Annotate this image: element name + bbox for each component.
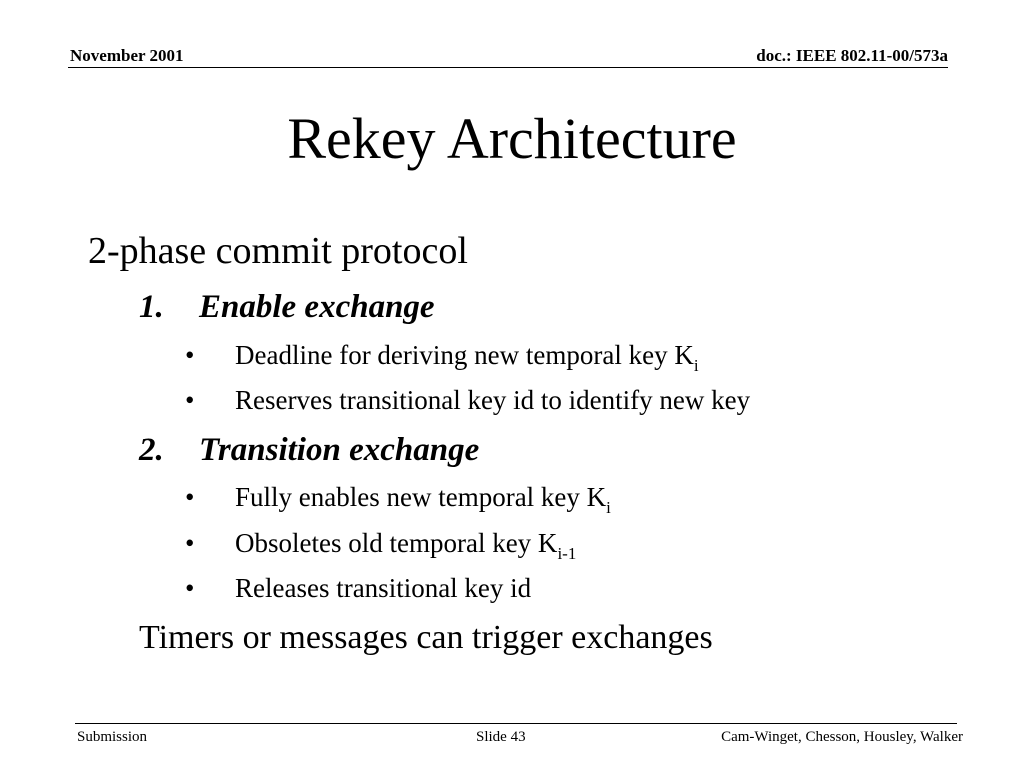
subscript: i <box>606 498 611 517</box>
bullet-item <box>185 572 985 604</box>
header-divider <box>68 67 948 68</box>
footer-authors: Cam-Winget, Chesson, Housley, Walker <box>721 729 963 745</box>
section-heading: Transition exchange <box>199 432 480 468</box>
bullet-symbol: • <box>185 573 195 603</box>
bullet-symbol: • <box>185 528 195 558</box>
bullet-item <box>185 339 985 375</box>
bullet-text: Releases transitional key id <box>235 573 532 603</box>
section-transition-exchange <box>139 430 639 470</box>
header-doc-id: doc.: IEEE 802.11-00/573a <box>756 46 948 65</box>
subscript: i <box>693 356 699 375</box>
section-heading: Enable exchange <box>199 289 435 325</box>
intro-line: 2-phase commit protocol <box>88 230 468 272</box>
bullet-symbol: • <box>185 340 195 370</box>
section-number: 1. <box>139 289 164 325</box>
bullet-item <box>185 384 985 416</box>
slide-title: Rekey Architecture <box>287 106 737 171</box>
section-enable-exchange <box>139 287 639 327</box>
footer-submission: Submission <box>77 729 148 745</box>
bullet-symbol: • <box>185 385 195 415</box>
slide-number: Slide 43 <box>476 729 526 745</box>
bullet-text: Obsoletes old temporal key $K_{i-1}$ <box>235 528 577 563</box>
bullet-text: Deadline for deriving new temporal key $K_i$ <box>235 340 699 375</box>
closing-line: Timers or messages can trigger exchanges <box>139 619 713 656</box>
header-date: November 2001 <box>70 46 184 65</box>
bullet-text: Reserves transitional key id to identify new key <box>235 385 751 415</box>
subscript: i-1 <box>557 544 577 563</box>
footer-divider <box>75 723 957 724</box>
bullet-symbol: • <box>185 482 195 512</box>
bullet-text: Fully enables new temporal key $K_i$ <box>235 482 611 517</box>
section-number: 2. <box>139 432 164 468</box>
bullet-item <box>185 481 985 517</box>
bullet-item <box>185 527 985 563</box>
